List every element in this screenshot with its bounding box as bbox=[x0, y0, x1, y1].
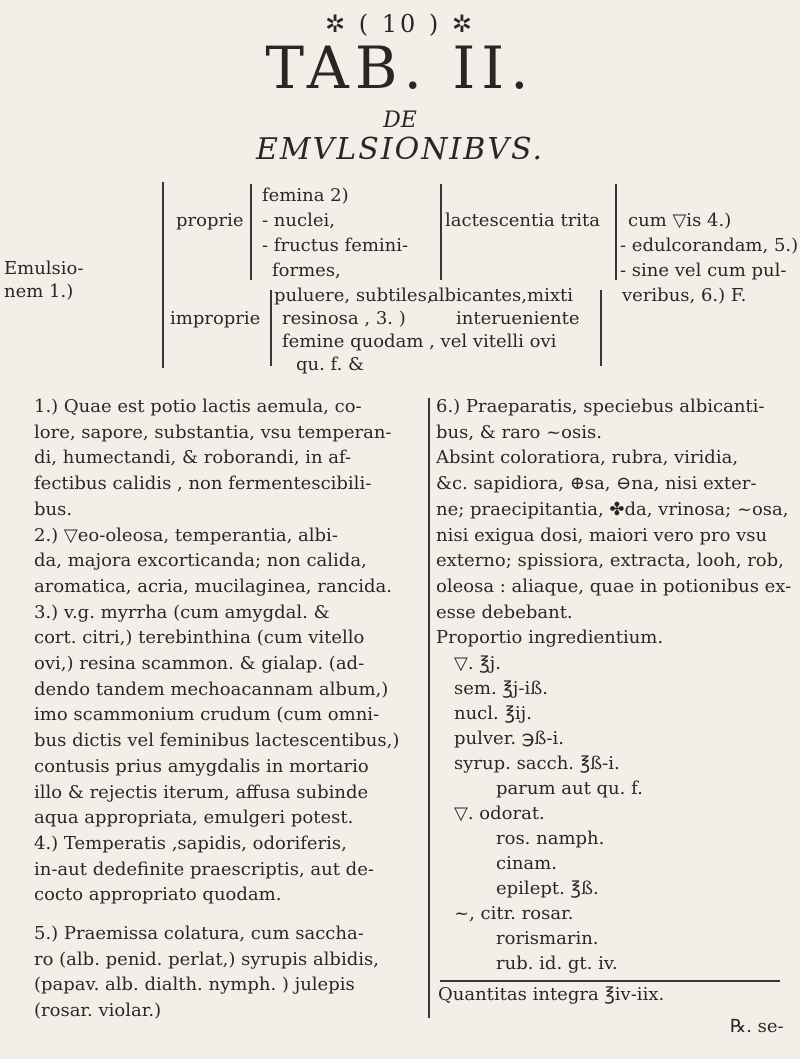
recipe-line-5: syrup. sacch. ℥ß-i. bbox=[454, 753, 620, 774]
recipe-line-8: ros. namph. bbox=[496, 828, 605, 849]
scheme-femine: femine quodam , vel vitelli ovi bbox=[282, 331, 557, 352]
recipe-line-13: rub. id. gt. iv. bbox=[496, 953, 618, 974]
recipe-line-2: sem. ℥j-iß. bbox=[454, 678, 548, 699]
recipe-line-7: ▽. odorat. bbox=[454, 803, 545, 824]
left-line-17: aqua appropriata, emulgeri potest. bbox=[34, 807, 354, 829]
recipe-line-11: ~, citr. rosar. bbox=[454, 903, 574, 924]
left-line-19: in-aut dedefinite praescriptis, aut de- bbox=[34, 858, 374, 880]
scheme-improprie-bracket bbox=[270, 290, 272, 366]
de-heading: DE bbox=[383, 108, 417, 133]
right-line-10: Proportio ingredientium. bbox=[436, 627, 664, 649]
left-line-20: cocto appropriato quodam. bbox=[34, 884, 282, 906]
left-line-2: lore, sapore, substantia, vsu temperan- bbox=[34, 421, 392, 443]
left-line-6: 2.) ▽eo-oleosa, temperantia, albi- bbox=[34, 524, 338, 546]
scheme-treatment-bracket bbox=[615, 184, 617, 280]
right-line-9: esse debebant. bbox=[436, 601, 573, 623]
left-line-13: imo scammonium crudum (cum omni- bbox=[34, 704, 380, 726]
left-line-16: illo & rejectis iterum, affusa subinde bbox=[34, 781, 369, 803]
plate-title: TAB. II. bbox=[265, 34, 535, 102]
left-line-9: 3.) v.g. myrrha (cum amygdal. & bbox=[34, 601, 330, 623]
scheme-interueniente: interueniente bbox=[456, 308, 580, 329]
catchword: ℞. se- bbox=[730, 1016, 784, 1037]
scheme-veribus: veribus, 6.) F. bbox=[622, 285, 747, 306]
recipe-line-3: nucl. ℥ij. bbox=[454, 703, 532, 724]
left-line-4: fectibus calidis , non fermentescibili- bbox=[34, 473, 372, 495]
recipe-line-1: ▽. ℥j. bbox=[454, 653, 501, 674]
left-line-5: bus. bbox=[34, 498, 73, 520]
scheme-proprie: proprie bbox=[176, 210, 244, 231]
recipe-list bbox=[454, 651, 754, 976]
right-column bbox=[436, 394, 798, 651]
right-line-5: ne; praecipitantia, ✤da, vrinosa; ~osa, bbox=[436, 498, 789, 520]
recipe-line-6: parum aut qu. f. bbox=[496, 778, 643, 799]
right-line-8: oleosa : aliaque, quae in potionibus ex- bbox=[436, 575, 792, 597]
left-line-12: dendo tandem mechoacannam album,) bbox=[34, 678, 389, 700]
right-line-7: externo; spissiora, extracta, looh, rob, bbox=[436, 550, 784, 572]
left-line-8: aromatica, acria, mucilaginea, rancida. bbox=[34, 575, 392, 597]
scheme-femina: femina 2) bbox=[262, 185, 349, 206]
scheme-improprie: improprie bbox=[170, 308, 261, 329]
column-divider bbox=[428, 398, 430, 1018]
scheme-formes: formes, bbox=[272, 260, 341, 281]
scheme-nuclei: - nuclei, bbox=[262, 210, 335, 231]
recipe-line-9: cinam. bbox=[496, 853, 557, 874]
recipe-line-4: pulver. ℈ß-i. bbox=[454, 728, 564, 749]
left-line-11: ovi,) resina scammon. & gialap. (ad- bbox=[34, 653, 365, 675]
left-line-21 bbox=[34, 908, 424, 921]
scheme-proprie-bracket bbox=[250, 184, 252, 280]
right-line-3: Absint coloratiora, rubra, viridia, bbox=[436, 447, 739, 469]
right-line-2: bus, & raro ~osis. bbox=[436, 421, 602, 443]
scheme-nem: nem 1.) bbox=[4, 281, 74, 302]
scheme-fructus: - fructus femini- bbox=[262, 235, 409, 256]
scheme-emulsio: Emulsio- bbox=[4, 258, 84, 279]
scheme-cum: cum ▽is 4.) bbox=[628, 210, 732, 231]
left-line-1: 1.) Quae est potio lactis aemula, co- bbox=[34, 396, 362, 417]
page-number: ✲ ( 10 ) ✲ bbox=[325, 10, 475, 38]
left-line-10: cort. citri,) terebinthina (cum vitello bbox=[34, 627, 365, 649]
recipe-line-12: rorismarin. bbox=[496, 928, 599, 949]
scheme-mixti-bracket bbox=[600, 290, 602, 366]
scheme-main-bracket bbox=[162, 182, 164, 368]
left-column bbox=[34, 394, 424, 1024]
left-line-14: bus dictis vel feminibus lactescentibus,) bbox=[34, 730, 400, 752]
right-line-6: nisi exigua dosi, maiori vero pro vsu bbox=[436, 524, 768, 546]
scheme-sine: - sine vel cum pul- bbox=[620, 260, 787, 281]
right-line-1: 6.) Praeparatis, speciebus albicanti- bbox=[436, 396, 765, 417]
left-line-23: ro (alb. penid. perlat,) syrupis albidis, bbox=[34, 948, 379, 970]
recipe-rule bbox=[440, 980, 780, 982]
left-line-7: da, majora excorticanda; non calida, bbox=[34, 550, 367, 572]
section-title: EMVLSIONIBVS. bbox=[255, 132, 545, 167]
scheme-qu: qu. f. & bbox=[296, 354, 365, 375]
left-line-25: (rosar. violar.) bbox=[34, 1000, 162, 1022]
left-line-15: contusis prius amygdalis in mortario bbox=[34, 755, 369, 777]
scheme-lactescentia: lactescentia trita bbox=[445, 210, 601, 231]
quantitas-line: Quantitas integra ℥iv-iix. bbox=[438, 984, 665, 1005]
scheme-femina-bracket-right bbox=[440, 184, 442, 280]
scheme-puluere: puluere, subtiles, bbox=[274, 285, 433, 306]
left-line-18: 4.) Temperatis ,sapidis, odoriferis, bbox=[34, 832, 347, 854]
right-line-4: &c. sapidiora, ⊕sa, ⊖na, nisi exter- bbox=[436, 473, 757, 495]
left-line-24: (papav. alb. dialth. nymph. ) julepis bbox=[34, 974, 355, 996]
scheme-albicantes: albicantes,mixti bbox=[428, 285, 573, 306]
left-line-3: di, humectandi, & roborandi, in af- bbox=[34, 447, 352, 469]
scheme-edulcorandam: - edulcorandam, 5.) bbox=[620, 235, 799, 256]
left-line-22: 5.) Praemissa colatura, cum saccha- bbox=[34, 923, 364, 945]
scheme-resinosa: resinosa , 3. ) bbox=[282, 308, 406, 329]
recipe-line-10: epilept. ℥ß. bbox=[496, 878, 599, 899]
